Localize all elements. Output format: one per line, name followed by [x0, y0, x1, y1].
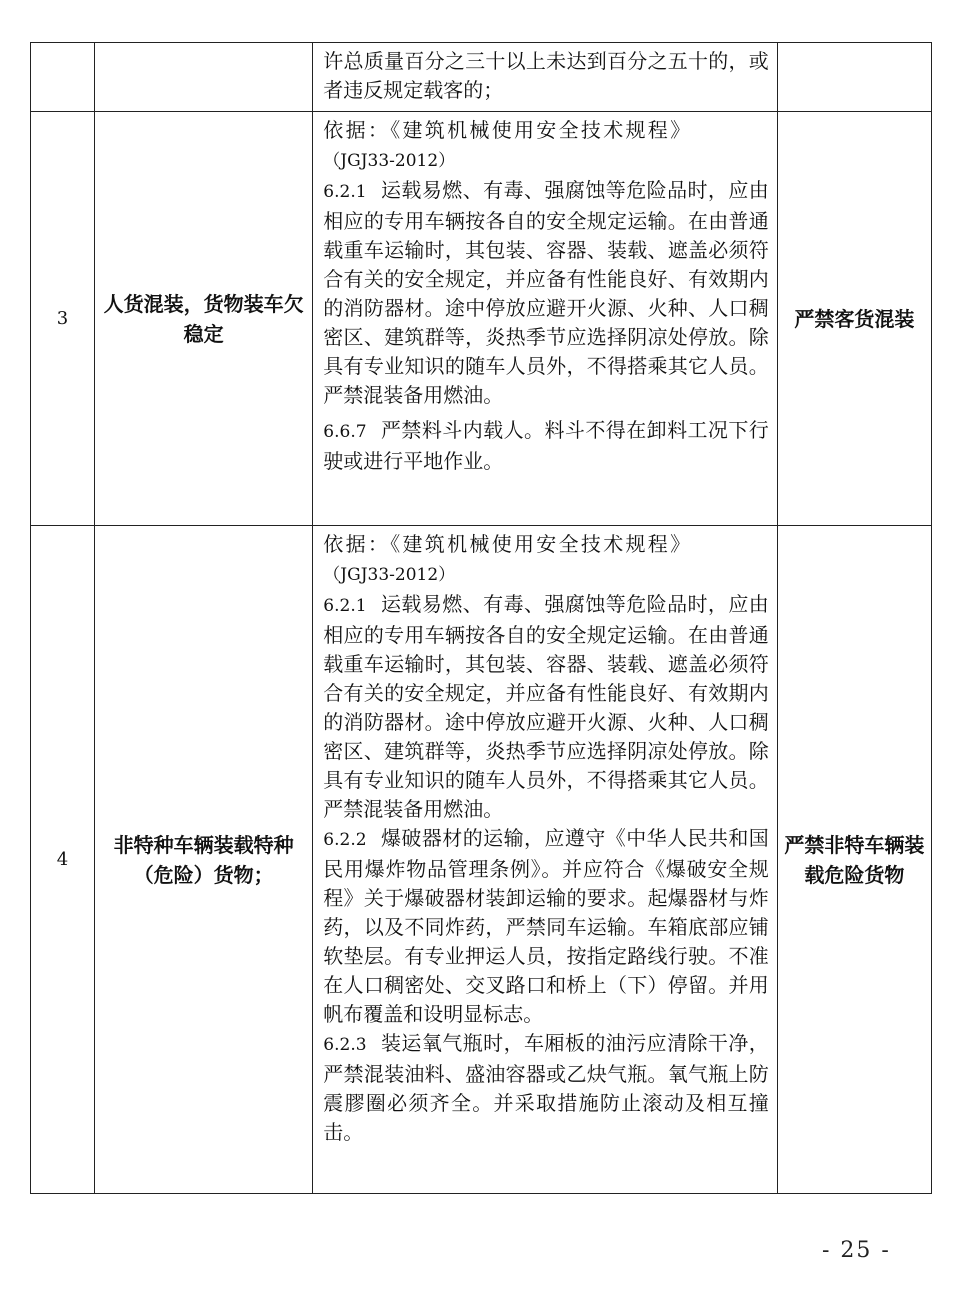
page-number: - 25 - [822, 1238, 891, 1263]
table-row [31, 43, 932, 112]
basis-title: 依据：《建筑机械使用安全技术规程》 [323, 118, 693, 142]
row-number: 3 [31, 112, 95, 526]
standard-code: （JGJ33-2012） [323, 151, 456, 171]
clause: 6.2.3 装运氧气瓶时，车厢板的油污应清除干净，严禁混装油料、盛油容器或乙炔气瓶。氧气瓶上防震膠圈必须齐全。并采取措施防止滚动及相互撞击。 [323, 1031, 769, 1144]
basis-cell [313, 43, 778, 112]
clause: 6.2.1 运载易燃、有毒、强腐蚀等危险品时，应由相应的专用车辆按各自的安全规定运输。在由普通载重车运输时，其包装、容器、装载、遮盖必须符合有关的安全规定，并应备有性能良好、有效期内的消防器材。途中停放应避开火源、火种、人口稠密区、建筑群等，炎热季节应选择阴凉处停放。除具有专业知识的随车人员外，不得搭乘其它人员。严禁混装备用燃油。 [323, 178, 769, 407]
standard-code: （JGJ33-2012） [323, 565, 456, 585]
continued-text: 许总质量百分之三十以上未达到百分之五十的，或者违反规定载客的； [323, 49, 769, 102]
row-number: 4 [31, 526, 95, 1194]
basis-title: 依据：《建筑机械使用安全技术规程》 [323, 532, 693, 556]
basis-cell [313, 526, 778, 1194]
clause: 6.2.1 运载易燃、有毒、强腐蚀等危险品时，应由相应的专用车辆按各自的安全规定运输。在由普通载重车运输时，其包装、容器、装载、遮盖必须符合有关的安全规定，并应备有性能良好、有效期内的消防器材。途中停放应避开火源、火种、人口稠密区、建筑群等，炎热季节应选择阴凉处停放。除具有专业知识的随车人员外，不得搭乘其它人员。严禁混装备用燃油。 [323, 592, 769, 821]
table-row [31, 112, 932, 526]
hazard-cell [95, 43, 313, 112]
hazard-text: 人货混装，货物装车欠稳定 [95, 112, 313, 526]
hazard-text: 非特种车辆装载特种（危险）货物； [95, 526, 313, 1194]
measure-cell [777, 43, 931, 112]
measure-text: 严禁非特车辆装载危险货物 [777, 526, 931, 1194]
hazard-table [30, 42, 932, 1194]
table-row [31, 526, 932, 1194]
number-cell [31, 43, 95, 112]
clause: 6.6.7 严禁料斗内载人。料斗不得在卸料工况下行驶或进行平地作业。 [323, 418, 769, 473]
clause: 6.2.2 爆破器材的运输，应遵守《中华人民共和国民用爆炸物品管理条例》。并应符合《爆破安全规程》关于爆破器材装卸运输的要求。起爆器材与炸药，以及不同炸药，严禁同车运输。车箱底部应铺软垫层。有专业押运人员，按指定路线行驶。不准在人口稠密处、交叉路口和桥上（下）停留。并用帆布覆盖和设明显标志。 [323, 826, 769, 1026]
measure-text: 严禁客货混装 [777, 112, 931, 526]
basis-cell [313, 112, 778, 526]
